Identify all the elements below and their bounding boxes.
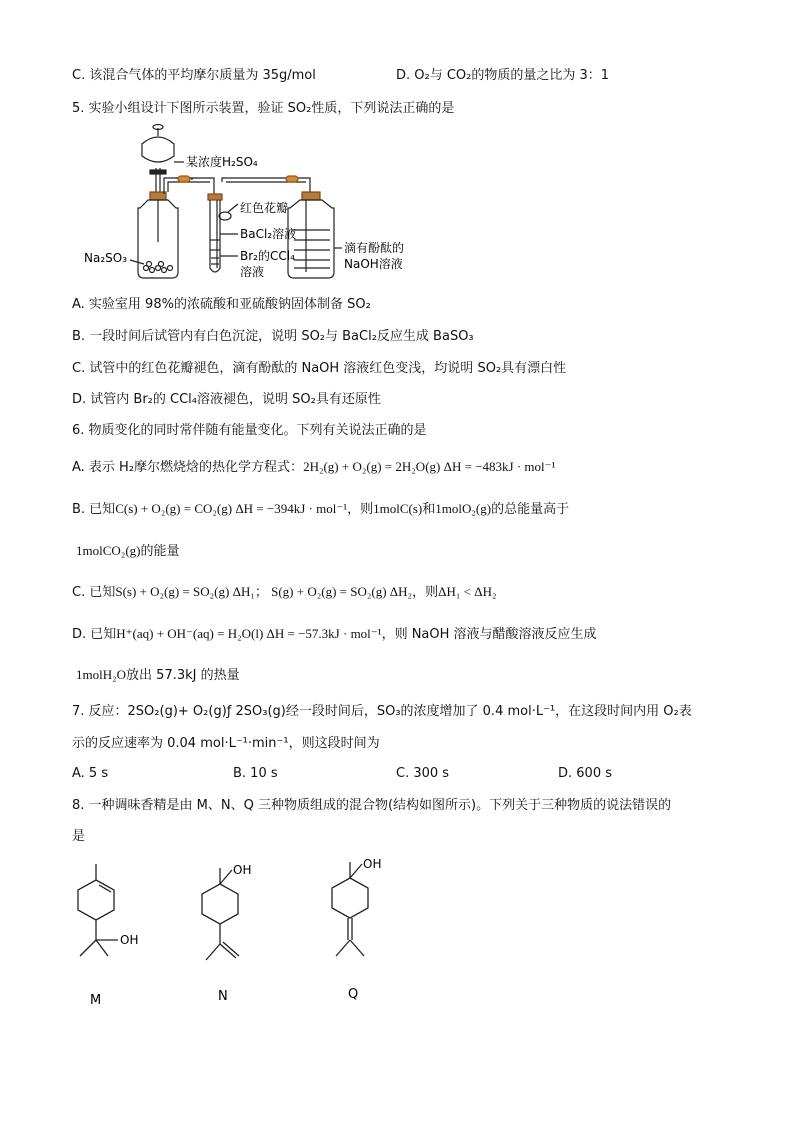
label-q: Q xyxy=(348,987,359,1002)
q-oh-label: OH xyxy=(363,857,382,871)
q6-b-mid: ，则 xyxy=(347,502,374,517)
q7-option-c[interactable]: C. 300 s xyxy=(396,766,450,781)
q7-option-d[interactable]: D. 600 s xyxy=(558,766,612,781)
q4-option-c[interactable]: C. 该混合气体的平均摩尔质量为 35g/mol xyxy=(72,68,316,83)
q6-option-b[interactable] xyxy=(72,500,569,519)
q6-d-prefix: D. 已知 xyxy=(72,627,117,642)
q6-option-d-line2 xyxy=(76,666,240,685)
q7-option-b[interactable]: B. 10 s xyxy=(233,766,278,781)
label-bacl2: BaCl₂溶液 xyxy=(240,227,297,241)
q6-option-d[interactable] xyxy=(72,625,597,644)
q6-c-tail: ，则 xyxy=(412,585,439,600)
q6-c-equation: S(s) + O₂(g) = SO₂(g) ΔH₁； S(g) + O₂(g) = SO₂(g) ΔH₂ xyxy=(115,584,413,599)
q6-b-equation: C(s) + O₂(g) = CO₂(g) ΔH = −394kJ · mol⁻¹ xyxy=(115,501,348,516)
m-oh-label: OH xyxy=(120,933,139,947)
label-br2-line2: 溶液 xyxy=(240,265,265,279)
q5-option-a[interactable]: A. 实验室用 98%的浓硫酸和亚硫酸钠固体制备 SO₂ xyxy=(72,297,371,312)
q6-c-prefix: C. 已知 xyxy=(72,585,116,600)
q6-b-line2-tail: 的能量 xyxy=(140,544,180,559)
q8-structures-diagram xyxy=(60,856,420,1016)
label-naoh-line2: NaOH溶液 xyxy=(344,257,403,271)
q7-stem-line1: 7. 反应：2SO₂(g)+ O₂(g)ƒ 2SO₃(g)经一段时间后，SO₃的浓度增加了 0.4 mol·L⁻¹，在这段时间内用 O₂表 xyxy=(72,704,692,719)
q6-option-c[interactable] xyxy=(72,583,497,602)
q6-d-h2o: 1molH₂O xyxy=(76,667,127,682)
q6-b-o2: 1molO₂(g) xyxy=(435,501,492,516)
q6-option-a[interactable] xyxy=(72,458,555,477)
label-petal: 红色花瓣 xyxy=(240,201,289,215)
label-n: N xyxy=(218,989,228,1004)
q6-b-tail: 的总能量高于 xyxy=(491,502,570,517)
q6-stem: 6. 物质变化的同时常伴随有能量变化。下列有关说法正确的是 xyxy=(72,423,427,438)
q5-option-b[interactable]: B. 一段时间后试管内有白色沉淀，说明 SO₂与 BaCl₂反应生成 BaSO₃ xyxy=(72,329,474,344)
q6-d-tail: ，则 NaOH 溶液与醋酸溶液反应生成 xyxy=(381,627,597,642)
q6-b-and: 和 xyxy=(422,502,436,517)
q6-a-prefix: A. 表示 H₂摩尔燃烧焓的热化学方程式： xyxy=(72,460,304,475)
q7-stem-line2: 示的反应速率为 0.04 mol·L⁻¹·min⁻¹，则这段时间为 xyxy=(72,736,380,751)
q4-option-d[interactable]: D. O₂与 CO₂的物质的量之比为 3：1 xyxy=(396,68,610,83)
q6-d-equation: H⁺(aq) + OH⁻(aq) = H₂O(l) ΔH = −57.3kJ · mol⁻¹ xyxy=(116,626,382,641)
q6-b-prefix: B. 已知 xyxy=(72,502,116,517)
label-acid: 某浓度H₂SO₄ xyxy=(186,155,258,169)
q5-option-c[interactable]: C. 试管中的红色花瓣褪色，滴有酚酞的 NaOH 溶液红色变浅，均说明 SO₂具有漂白性 xyxy=(72,361,567,376)
q6-option-b-line2 xyxy=(76,542,180,561)
label-br2-line1: Br₂的CCl₄ xyxy=(240,249,295,263)
q6-b-co2: 1molCO₂(g) xyxy=(76,543,141,558)
q8-stem-line2: 是 xyxy=(72,829,86,844)
q8-stem-line1: 8. 一种调味香精是由 M、N、Q 三种物质组成的混合物(结构如图所示)。下列关于三种物质的说法错误的 xyxy=(72,798,672,813)
label-na2so3: Na₂SO₃ xyxy=(84,251,128,265)
n-oh-label: OH xyxy=(233,863,252,877)
label-m: M xyxy=(90,993,102,1008)
q6-c-compare: ΔH₁ < ΔH₂ xyxy=(438,584,497,599)
q6-b-c: 1molC(s) xyxy=(373,501,423,516)
q6-a-equation: 2H₂(g) + O₂(g) = 2H₂O(g) ΔH = −483kJ · mol⁻¹ xyxy=(303,459,556,474)
q7-option-a[interactable]: A. 5 s xyxy=(72,766,109,781)
q5-apparatus-diagram xyxy=(80,122,440,282)
label-naoh-line1: 滴有酚酞的 xyxy=(344,241,405,255)
q6-d-line2-tail: 放出 57.3kJ 的热量 xyxy=(126,668,240,683)
q5-stem: 5. 实验小组设计下图所示装置，验证 SO₂性质，下列说法正确的是 xyxy=(72,101,455,116)
q5-option-d[interactable]: D. 试管内 Br₂的 CCl₄溶液褪色，说明 SO₂具有还原性 xyxy=(72,392,381,407)
